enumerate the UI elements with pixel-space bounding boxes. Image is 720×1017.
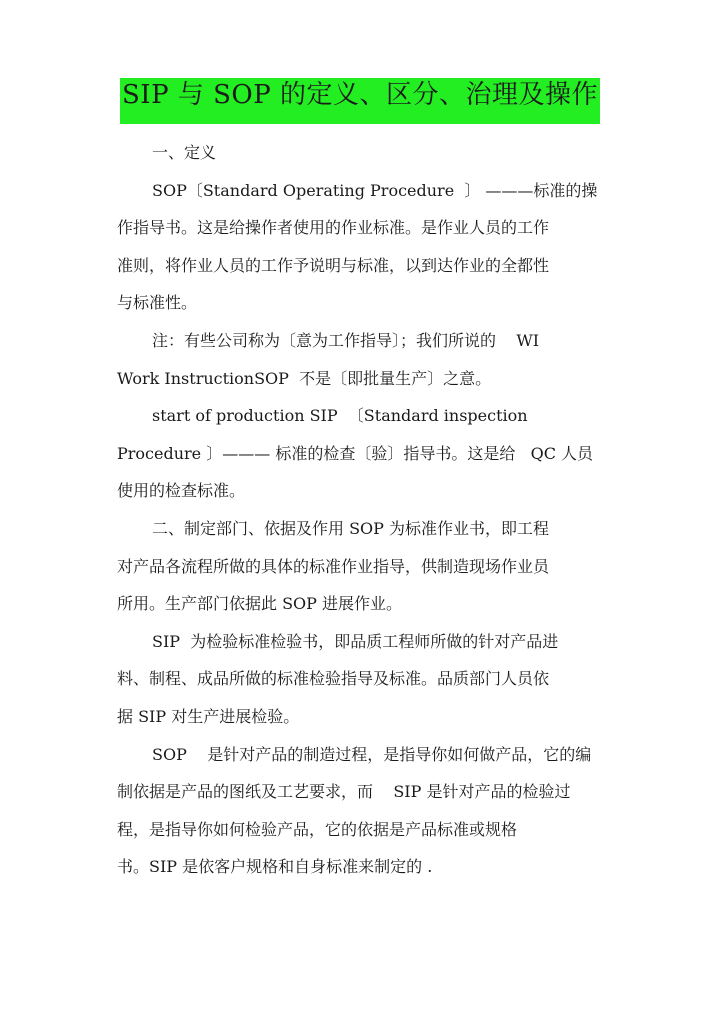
body-line: SOP〔Standard Operating Procedure 〕 ———标准的操 (152, 180, 598, 200)
page-title: SIP 与 SOP 的定义、区分、治理及操作 (122, 80, 598, 110)
body-line: 二、制定部门、依据及作用 SOP 为标准作业书，即工程 (152, 518, 550, 538)
body-line: 程，是指导你如何检验产品，它的依据是产品标准或规格 (117, 819, 518, 839)
title-highlight-band (120, 78, 600, 124)
body-line: 使用的检查标准。 (117, 481, 246, 501)
body-line: 书。SIP 是依客户规格和自身标准来制定的 . (117, 857, 433, 877)
body-line: 准则，将作业人员的工作予说明与标准，以到达作业的全都性 (117, 255, 550, 275)
body-line: 作指导书。这是给操作者使用的作业标准。是作业人员的工作 (117, 218, 550, 238)
body-line: 与标准性。 (117, 293, 198, 313)
body-line: Procedure 〕——— 标准的检查〔验〕指导书。这是给 QC 人员 (117, 443, 594, 463)
body-line: SIP 为检验标准检验书，即品质工程师所做的针对产品进 (152, 631, 559, 651)
document-body (117, 140, 599, 892)
body-line: 所用。生产部门依据此 SOP 进展作业。 (117, 594, 403, 614)
body-line: start of production SIP 〔Standard inspection (152, 406, 528, 426)
body-line: 制依据是产品的图纸及工艺要求，而 SIP 是针对产品的检验过 (117, 782, 571, 802)
body-line: 料、制程、成品所做的标准检验指导及标准。品质部门人员依 (117, 669, 550, 689)
body-line: SOP 是针对产品的制造过程，是指导你如何做产品，它的编 (152, 744, 592, 764)
body-line: 一、定义 (152, 143, 217, 162)
body-line: Work InstructionSOP 不是〔即批量生产〕之意。 (117, 368, 492, 388)
body-line: 据 SIP 对生产进展检验。 (117, 706, 300, 726)
body-line: 对产品各流程所做的具体的标准作业指导，供制造现场作业员 (117, 556, 550, 576)
body-line: 注：有些公司称为〔意为工作指导〕；我们所说的 WI (152, 330, 540, 350)
